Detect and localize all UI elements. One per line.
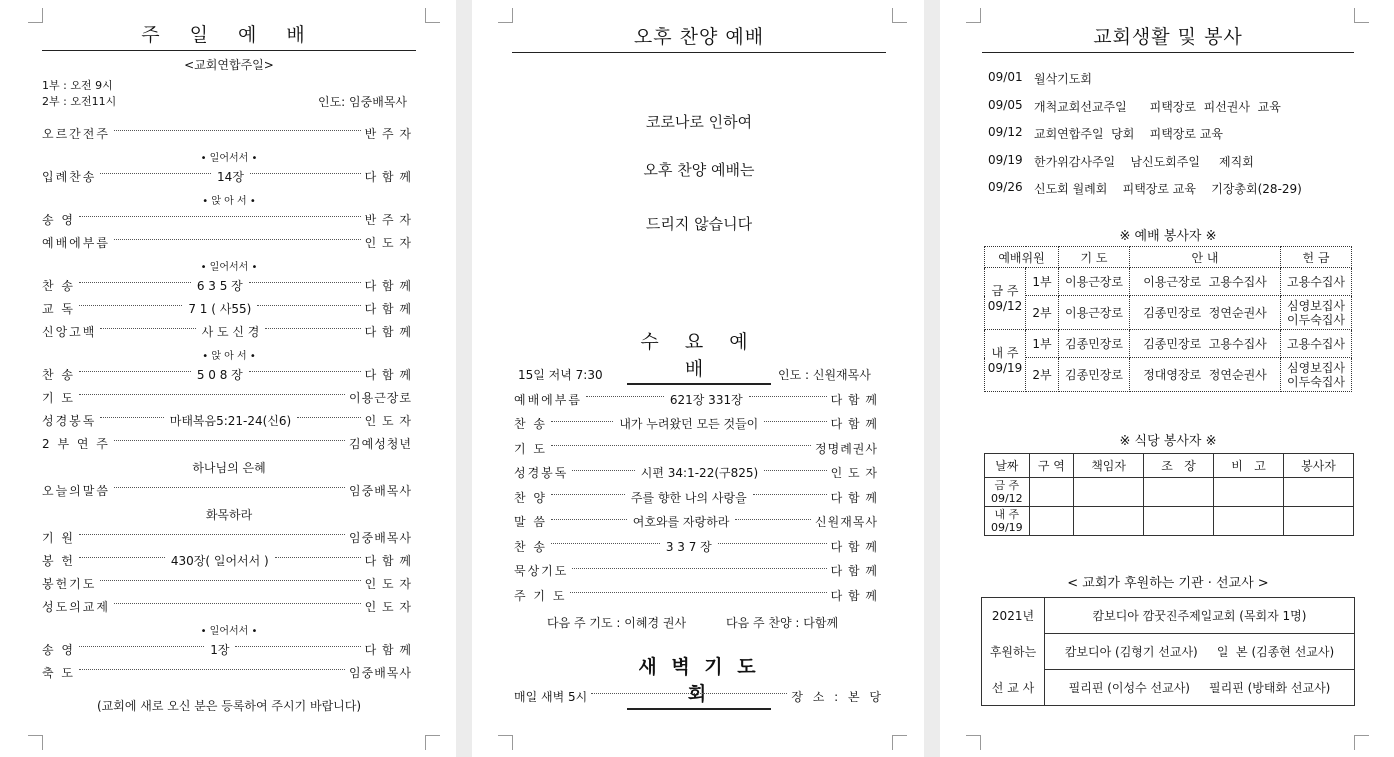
part-cell: 1부 xyxy=(1026,330,1059,358)
wednesday-item xyxy=(514,537,878,555)
item-person: 신원재목사 xyxy=(815,515,878,529)
leader-dots xyxy=(753,493,827,495)
worship-item xyxy=(42,551,412,569)
item-detail: 14장 xyxy=(217,169,244,184)
table-row xyxy=(985,268,1352,296)
item-person: 다 함 께 xyxy=(830,490,878,505)
item-person: 다 함 께 xyxy=(364,324,412,339)
item-person: 임중배목사 xyxy=(349,483,412,498)
prayer-cell: 이용근장로 xyxy=(1059,296,1130,330)
empty-cell xyxy=(1144,507,1214,536)
leader-dots xyxy=(100,579,360,581)
table-header-cell: 조 장 xyxy=(1144,454,1214,478)
table-row xyxy=(982,634,1355,670)
item-person: 다 함 께 xyxy=(830,539,879,554)
worship-item xyxy=(42,233,412,251)
footer-note: (교회에 새로 오신 분은 등록하여 주시기 바랍니다) xyxy=(96,699,362,713)
schedule-text: 개척교회선교주일 피택장로 피선권사 교육 xyxy=(1034,99,1281,114)
leader-dots xyxy=(114,129,361,131)
item-label: 기 도 xyxy=(514,441,547,456)
table-header-row xyxy=(985,454,1354,478)
item-label: 주 기 도 xyxy=(514,588,567,603)
table-row xyxy=(985,507,1354,536)
item-detail: 여호와를 자랑하라 xyxy=(632,515,730,529)
leader-dots xyxy=(275,556,361,558)
support-label-cell: 선 교 사 xyxy=(982,670,1045,706)
leader-dots xyxy=(551,493,625,495)
item-label: 예배에부름 xyxy=(514,392,582,407)
schedule-text: 월삭기도회 xyxy=(1034,72,1092,86)
offering-cell: 심영보집사 이두숙집사 xyxy=(1281,296,1352,330)
schedule-date: 09/01 xyxy=(988,70,1023,84)
table-header-cell: 비 고 xyxy=(1214,454,1284,478)
leader-dots xyxy=(79,668,345,670)
item-label: 찬 송 xyxy=(514,417,547,431)
support-row-cell: 캄보디아 깜꿋진주제일교회 (목회자 1명) xyxy=(1045,598,1355,634)
item-detail: 621장 331장 xyxy=(669,392,743,407)
worship-item xyxy=(42,528,412,546)
dawn-row xyxy=(514,687,884,705)
table-row xyxy=(985,478,1354,507)
wednesday-item xyxy=(514,562,878,580)
offering-cell: 심영보집사 이두숙집사 xyxy=(1281,358,1352,392)
prayer-cell: 김종민장로 xyxy=(1059,330,1130,358)
schedule-date: 09/19 xyxy=(988,152,1023,167)
worship-item xyxy=(42,276,412,294)
worship-note: • 일어서서 • xyxy=(200,626,258,637)
guide-cell: 김종민장로 정연순권사 xyxy=(1130,296,1281,330)
page-title: 주 일 예 배 xyxy=(141,24,317,46)
item-detail: 주를 향한 나의 사랑을 xyxy=(630,490,747,505)
item-person: 반 주 자 xyxy=(364,126,412,141)
leader-dots xyxy=(551,518,627,520)
worship-item xyxy=(42,388,412,406)
leader-dots xyxy=(100,416,163,418)
support-table xyxy=(981,597,1355,706)
date-cell: 금 주 09/12 xyxy=(985,478,1030,507)
item-person: 반 주 자 xyxy=(364,212,412,227)
worship-item xyxy=(42,365,412,383)
item-label: 찬 양 xyxy=(514,490,547,505)
subtitle: <교회연합주일> xyxy=(184,58,274,72)
item-person: 다 함 께 xyxy=(364,169,412,184)
item-person: 정명례권사 xyxy=(815,441,878,456)
leader-dots xyxy=(114,486,345,488)
leader-dots xyxy=(79,215,361,217)
item-detail: 1장 xyxy=(210,642,230,657)
dawn-label: 매일 새벽 5시 xyxy=(514,689,588,704)
part-cell: 1부 xyxy=(1026,268,1059,296)
schedule-text: 한가위감사주일 남신도회주일 제직회 xyxy=(1034,154,1254,169)
item-label: 송 영 xyxy=(42,212,75,227)
item-label: 축 도 xyxy=(42,665,75,680)
item-person: 다 함 께 xyxy=(364,642,413,657)
next-prayer: 다음 주 기도 : 이혜경 권사 xyxy=(547,616,687,630)
item-person: 임중배목사 xyxy=(349,530,412,545)
item-detail: 5 0 8 장 xyxy=(196,367,243,382)
title-rule xyxy=(982,52,1354,53)
support-row-cell: 필리핀 (이성수 선교사) 필리핀 (방태화 선교사) xyxy=(1045,670,1355,706)
support-label-cell: 2021년 xyxy=(982,598,1045,634)
table-header-cell: 날짜 xyxy=(985,454,1030,478)
item-label: 오늘의말씀 xyxy=(42,483,110,498)
item-person: 다 함 께 xyxy=(364,301,413,316)
leader-dots xyxy=(551,542,660,544)
worship-item xyxy=(42,411,412,429)
item-person: 다 함 께 xyxy=(830,588,878,603)
item-person: 다 함 께 xyxy=(830,417,878,431)
empty-cell xyxy=(1074,478,1144,507)
support-label-cell: 후원하는 xyxy=(982,634,1045,670)
item-label: 기 도 xyxy=(42,390,75,405)
support-title: < 교회가 후원하는 기관 · 선교사 > xyxy=(1067,576,1269,591)
worship-item xyxy=(42,597,412,615)
page-church-life xyxy=(940,0,1394,757)
leader-dots xyxy=(572,567,826,569)
leader-dots xyxy=(79,281,191,283)
worship-note: • 일어서서 • xyxy=(200,153,258,164)
item-label: 묵상기도 xyxy=(514,564,569,578)
worship-item xyxy=(42,322,412,340)
item-label: 입례찬송 xyxy=(42,169,97,184)
leader-dots xyxy=(79,556,165,558)
wednesday-item xyxy=(514,439,878,457)
item-detail: 430장( 일어서서 ) xyxy=(170,553,269,568)
week-cell: 내 주 09/19 xyxy=(985,330,1026,392)
item-person: 인 도 자 xyxy=(830,466,878,480)
kitchen-volunteers-table xyxy=(984,453,1354,536)
schedule-date: 09/05 xyxy=(988,97,1023,112)
worship-item xyxy=(42,167,412,185)
service-time-2: 2부 : 오전11시 xyxy=(42,95,117,108)
leader-dots xyxy=(297,416,360,418)
item-label: 말 씀 xyxy=(514,515,547,529)
empty-cell xyxy=(1144,478,1214,507)
item-label: 예배에부름 xyxy=(42,235,110,250)
guide-cell: 김종민장로 고용수집사 xyxy=(1130,330,1281,358)
item-person: 다 함 께 xyxy=(364,367,413,382)
page-title: 교회생활 및 봉사 xyxy=(1093,26,1243,48)
leader-dots xyxy=(79,393,345,395)
wednesday-title: 수 요 예 배 xyxy=(627,327,771,385)
worship-note: 하나님의 은혜 xyxy=(192,461,266,475)
offering-cell: 고용수집사 xyxy=(1281,330,1352,358)
leader: 인도: 임중배목사 xyxy=(318,95,408,109)
item-person: 인 도 자 xyxy=(364,576,412,591)
leader-dots xyxy=(572,469,634,471)
item-person: 인 도 자 xyxy=(364,599,412,614)
table-row xyxy=(985,330,1352,358)
leader-dots xyxy=(235,645,360,647)
table-header-row xyxy=(985,247,1352,268)
item-label: 봉 헌 xyxy=(42,553,75,568)
leader-dots xyxy=(114,602,361,604)
empty-cell xyxy=(1214,478,1284,507)
leader-dots xyxy=(735,518,811,520)
leader-dots xyxy=(114,439,345,441)
notice-line-3: 드리지 않습니다 xyxy=(645,215,753,233)
week-cell: 금 주 09/12 xyxy=(985,268,1026,330)
dawn-place: 장 소 : 본 당 xyxy=(791,689,884,704)
table-row xyxy=(982,598,1355,634)
title-rule xyxy=(512,52,886,53)
leader-dots xyxy=(79,370,191,372)
wednesday-leader: 인도 : 신원재목사 xyxy=(778,368,871,382)
worship-note: • 일어서서 • xyxy=(200,262,258,273)
notice-line-1: 코로나로 인하여 xyxy=(645,113,753,131)
item-detail: 6 3 5 장 xyxy=(196,278,243,293)
schedule-date: 09/12 xyxy=(988,125,1023,139)
page-sunday-service xyxy=(0,0,456,757)
schedule-text: 교회연합주일 당회 피택장로 교육 xyxy=(1034,127,1223,141)
item-detail: 3 3 7 장 xyxy=(665,539,712,554)
leader-dots xyxy=(586,395,664,397)
prayer-cell: 김종민장로 xyxy=(1059,358,1130,392)
item-detail: 시편 34:1-22(구825) xyxy=(640,466,759,480)
item-label: 찬 송 xyxy=(42,278,75,293)
item-detail: 내가 누려왔던 모든 것들이 xyxy=(619,417,759,431)
leader-dots xyxy=(249,370,361,372)
item-label: 성도의교제 xyxy=(42,599,110,614)
leader-dots xyxy=(100,327,195,329)
leader-dots xyxy=(79,645,204,647)
leader-dots xyxy=(551,420,613,422)
leader-dots xyxy=(764,420,826,422)
leader-dots xyxy=(265,327,360,329)
offering-cell: 고용수집사 xyxy=(1281,268,1352,296)
item-label: 오르간전주 xyxy=(42,126,110,141)
empty-cell xyxy=(1283,478,1353,507)
worship-item xyxy=(42,299,412,317)
item-person: 임중배목사 xyxy=(349,665,412,680)
worship-item xyxy=(42,574,412,592)
item-person: 다 함 께 xyxy=(830,564,878,578)
item-person: 김예성청년 xyxy=(349,436,412,451)
next-praise: 다음 주 찬양 : 다함께 xyxy=(726,616,839,630)
leader-dots xyxy=(718,542,827,544)
item-person: 다 함 께 xyxy=(364,278,413,293)
notice-line-2: 오후 찬양 예배는 xyxy=(643,161,755,179)
empty-cell xyxy=(1029,478,1074,507)
item-person: 인 도 자 xyxy=(364,235,412,250)
part-cell: 2부 xyxy=(1026,296,1059,330)
leader-dots xyxy=(570,591,826,593)
schedule-text: 신도회 월례회 피택장로 교육 기장총회(28-29) xyxy=(1034,182,1302,196)
service-volunteers-title: ※ 예배 봉사자 ※ xyxy=(1119,229,1217,244)
worship-note: • 앉 아 서 • xyxy=(202,351,256,362)
item-label: 신앙고백 xyxy=(42,324,97,339)
table-header-cell: 구 역 xyxy=(1029,454,1074,478)
item-label: 송 영 xyxy=(42,642,75,657)
empty-cell xyxy=(1283,507,1353,536)
page-afternoon-service xyxy=(472,0,924,757)
table-row xyxy=(982,670,1355,706)
wednesday-time: 15일 저녁 7:30 xyxy=(518,368,603,382)
guide-cell: 정대영장로 정연순권사 xyxy=(1130,358,1281,392)
leader-dots xyxy=(100,172,211,174)
dawn-prayer-title: 새 벽 기 도 회 xyxy=(627,652,771,710)
empty-cell xyxy=(1029,507,1074,536)
item-person: 다 함 께 xyxy=(830,392,878,407)
item-label: 성경봉독 xyxy=(42,413,97,428)
empty-cell xyxy=(1214,507,1284,536)
item-detail: 7 1 ( 사55) xyxy=(188,301,252,316)
prayer-cell: 이용근장로 xyxy=(1059,268,1130,296)
wednesday-item xyxy=(514,586,878,604)
part-cell: 2부 xyxy=(1026,358,1059,392)
table-header-cell: 안 내 xyxy=(1130,247,1281,268)
wednesday-item xyxy=(514,513,878,531)
item-label: 봉헌기도 xyxy=(42,576,97,591)
schedule-date: 09/26 xyxy=(988,180,1023,194)
item-label: 성경봉독 xyxy=(514,466,569,480)
kitchen-volunteers-title: ※ 식당 봉사자 ※ xyxy=(1119,434,1217,449)
wednesday-item xyxy=(514,464,878,482)
leader-dots xyxy=(257,304,360,306)
item-detail: 마태복음5:21-24(신6) xyxy=(169,413,292,428)
item-detail: 사 도 신 경 xyxy=(201,324,260,339)
leader-dots xyxy=(749,395,827,397)
leader-dots xyxy=(250,172,361,174)
empty-cell xyxy=(1074,507,1144,536)
leader-dots xyxy=(764,469,826,471)
worship-item xyxy=(42,481,412,499)
leader-dots xyxy=(79,533,345,535)
worship-item xyxy=(42,663,412,681)
table-row xyxy=(985,358,1352,392)
worship-item xyxy=(42,210,412,228)
item-person: 이용근장로 xyxy=(349,390,412,405)
leader-dots xyxy=(114,238,361,240)
item-label: 기 원 xyxy=(42,530,75,545)
leader-dots xyxy=(551,444,811,446)
item-label: 교 독 xyxy=(42,301,75,316)
table-header-cell: 예배위원 xyxy=(985,247,1059,268)
title-rule xyxy=(42,50,416,51)
item-label: 찬 송 xyxy=(514,539,547,554)
service-time-1: 1부 : 오전 9시 xyxy=(42,79,113,92)
wednesday-item xyxy=(514,390,878,408)
support-row-cell: 캄보디아 (김형기 선교사) 일 본 (김종현 선교사) xyxy=(1045,634,1355,670)
table-header-cell: 책임자 xyxy=(1074,454,1144,478)
table-header-cell: 헌 금 xyxy=(1281,247,1352,268)
leader-dots xyxy=(79,304,182,306)
worship-note: • 앉 아 서 • xyxy=(202,196,256,207)
worship-item xyxy=(42,434,412,452)
worship-item xyxy=(42,124,412,142)
item-label: 2 부 연 주 xyxy=(42,436,110,451)
page-title: 오후 찬양 예배 xyxy=(633,26,765,48)
table-header-cell: 기 도 xyxy=(1059,247,1130,268)
table-header-cell: 봉사자 xyxy=(1283,454,1353,478)
service-volunteers-table xyxy=(984,246,1352,392)
date-cell: 내 주 09/19 xyxy=(985,507,1030,536)
worship-item xyxy=(42,640,412,658)
worship-note: 화목하라 xyxy=(205,508,253,522)
item-person: 인 도 자 xyxy=(364,413,413,428)
guide-cell: 이용근장로 고용수집사 xyxy=(1130,268,1281,296)
leader-dots xyxy=(591,692,787,694)
wednesday-item xyxy=(514,415,878,433)
wednesday-item xyxy=(514,488,878,506)
item-person: 다 함 께 xyxy=(364,553,413,568)
leader-dots xyxy=(249,281,361,283)
table-row xyxy=(985,296,1352,330)
item-label: 찬 송 xyxy=(42,367,75,382)
